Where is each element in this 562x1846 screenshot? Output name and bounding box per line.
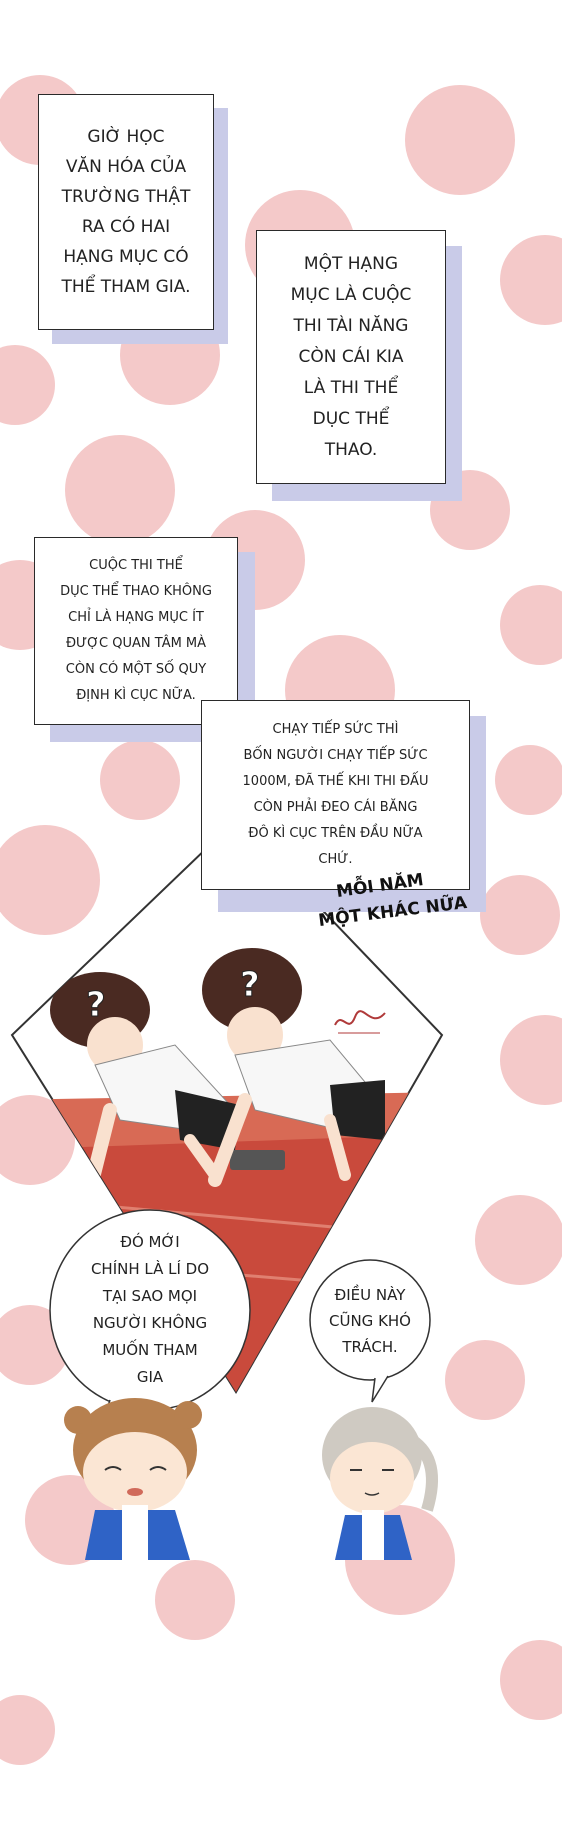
chibi-girl-right: [322, 1407, 432, 1560]
sfx-line-1: MỖI NĂM: [335, 869, 425, 903]
question-mark-left: ?: [86, 985, 106, 1025]
narration-text-3: CUỘC THI THỂ DỤC THỂ THAO KHÔNG CHỈ LÀ HẠNG MỤC ÍT ĐƯỢC QUAN TÂM MÀ CÒN CÓ MỘT SỐ QUY ĐỊNH KÌ CỤC NỮA.: [60, 558, 212, 703]
speech-text-right: ĐIỀU NÀY CŨNG KHÓ TRÁCH.: [329, 1286, 411, 1356]
narration-text-1: GIỜ HỌC VĂN HÓA CỦA TRƯỜNG THẬT RA CÓ HAI HẠNG MỤC CÓ THỂ THAM GIA.: [61, 127, 191, 297]
narration-text-4: CHẠY TIẾP SỨC THÌ BỐN NGƯỜI CHẠY TIẾP SỨC 1000M, ĐÃ THẾ KHI THI ĐẤU CÒN PHẢI ĐEO CÁI BĂNG ĐÔ KÌ CỤC TRÊN ĐẦU NỮA CHỨ.: [242, 722, 429, 867]
speech-text-left: ĐÓ MỚI CHÍNH LÀ LÍ DO TẠI SAO MỌI NGƯỜI KHÔNG MUỐN THAM GIA: [90, 1233, 210, 1386]
sfx-line-2: MỘT KHÁC NỮA: [317, 892, 469, 932]
chibi-girl-left: [64, 1398, 202, 1560]
question-mark-right: ?: [240, 965, 260, 1005]
narration-text-2: MỘT HẠNG MỤC LÀ CUỘC THI TÀI NĂNG CÒN CÁI KIA LÀ THI THỂ DỤC THỂ THAO.: [290, 253, 412, 460]
